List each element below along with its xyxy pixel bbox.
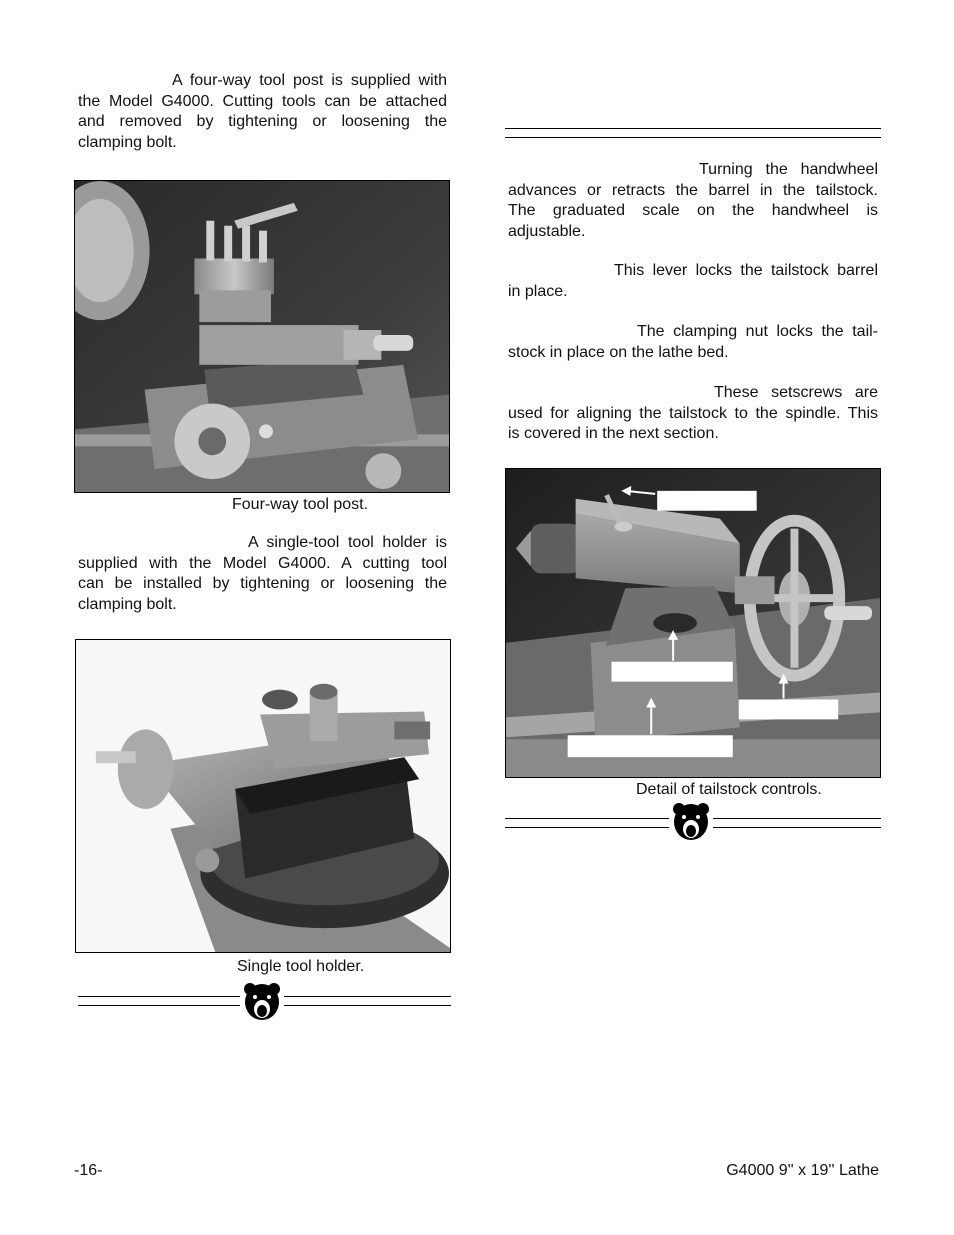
tool-post-paragraph: [78, 71, 447, 153]
divider-line: [78, 996, 240, 997]
text-line: in place.: [508, 282, 568, 300]
divider-line: [505, 818, 669, 819]
text-line: These setscrews are: [714, 384, 878, 401]
four-way-tool-post-photo: [74, 180, 450, 493]
divider-line: [78, 1005, 240, 1006]
setscrews-paragraph: [508, 383, 878, 445]
text-line: and removed by tightening or loosening the: [78, 113, 447, 130]
single-tool-holder-photo: [75, 639, 451, 953]
text-line: The clamping nut locks the tail-: [637, 323, 878, 340]
section-rule: [505, 128, 881, 129]
section-rule: [505, 137, 881, 138]
text-line: clamping bolt.: [78, 595, 177, 613]
text-line: used for aligning the tailstock to the spindle. This: [508, 404, 878, 422]
divider-line: [713, 827, 881, 828]
divider-line: [284, 996, 451, 997]
text-line: Turning the handwheel: [699, 161, 878, 178]
divider-line: [284, 1005, 451, 1006]
figure-caption-four-way-tool-post: Four-way tool post.: [232, 496, 369, 513]
single-tool-holder-paragraph: [78, 533, 447, 615]
tailstock-controls-photo: [505, 468, 881, 778]
figure-caption-single-tool-holder: Single tool holder.: [237, 958, 365, 975]
divider-line: [713, 818, 881, 819]
bear-logo-icon: [243, 982, 281, 1022]
handwheel-paragraph: [508, 160, 878, 242]
text-line: can be installed by tightening or loosening the: [78, 575, 447, 592]
text-line: This lever locks the tailstock barrel: [614, 262, 878, 279]
text-line: clamping bolt.: [78, 133, 177, 151]
page-number: -16-: [74, 1162, 103, 1179]
text-line: stock in place on the lathe bed.: [508, 343, 729, 361]
text-line: supplied with the Model G4000. A cutting tool: [78, 554, 447, 572]
text-line: the Model G4000. Cutting tools can be attached: [78, 92, 447, 110]
barrel-lock-paragraph: [508, 261, 878, 302]
bear-logo-icon: [672, 802, 710, 842]
clamping-nut-paragraph: [508, 322, 878, 363]
text-line: is covered in the next section.: [508, 425, 719, 442]
document-title: G4000 9'' x 19'' Lathe: [726, 1162, 879, 1179]
text-line: adjustable.: [508, 222, 586, 240]
text-line: A single-tool tool holder is: [248, 534, 447, 551]
figure-caption-tailstock-controls: Detail of tailstock controls.: [636, 781, 822, 798]
text-line: A four-way tool post is supplied with: [172, 72, 447, 89]
text-line: The graduated scale on the handwheel is: [508, 202, 878, 219]
divider-line: [505, 827, 669, 828]
text-line: advances or retracts the barrel in the tailstock.: [508, 181, 878, 199]
